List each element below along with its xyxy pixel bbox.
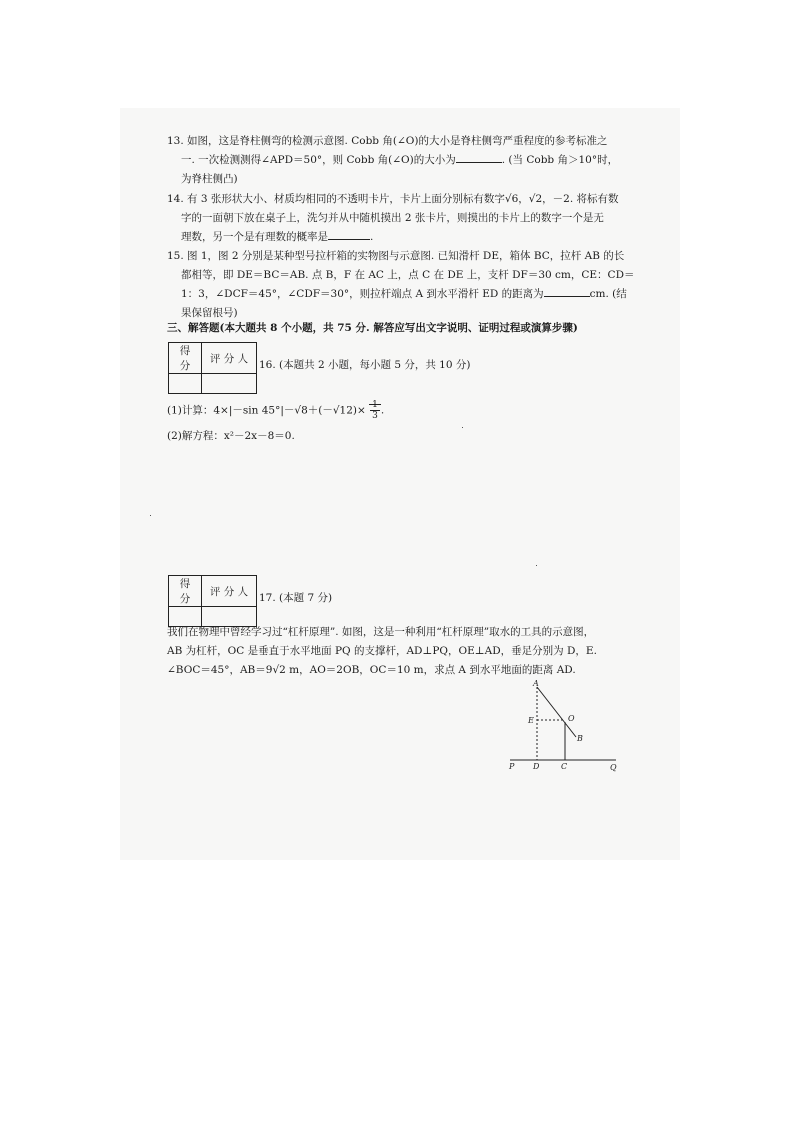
- label-o: O: [568, 714, 575, 723]
- q15-line3b: cm. (结: [589, 288, 627, 300]
- q17-heading: 17. (本题 7 分): [259, 592, 333, 604]
- label-q: Q: [610, 763, 617, 772]
- answer-blank: [456, 151, 502, 163]
- section-heading: 三、解答题(本大题共 8 个小题，共 75 分. 解答应写出文字说明、证明过程或演算步骤): [167, 322, 578, 334]
- question-14: [167, 190, 637, 247]
- q13-line3: 为脊柱侧凸): [181, 173, 238, 185]
- label-e: E: [528, 716, 534, 725]
- q15-line2: 都相等，即 DE＝BC＝AB. 点 B，F 在 AC 上，点 C 在 DE 上，支杆 DF＝30 cm，CE：CD＝: [181, 269, 635, 281]
- grader-header: 评 分 人: [202, 343, 257, 374]
- label-p: P: [509, 762, 515, 771]
- grader-header: 评 分 人: [202, 576, 257, 607]
- question-15: [167, 247, 637, 323]
- lever-diagram: [500, 676, 630, 776]
- label-d: D: [533, 762, 540, 771]
- score-table: [168, 575, 257, 627]
- q15-line1: 15. 图 1，图 2 分别是某种型号拉杆箱的实物图与示意图. 已知滑杆 DE，箱体 BC，拉杆 AB 的长: [167, 250, 625, 262]
- score-cell: [169, 374, 202, 394]
- q17-line1: 我们在物理中曾经学习过“杠杆原理”. 如图，这是一种利用“杠杆原理”取水的工具的示意图，: [167, 626, 595, 638]
- score-header: 得 分: [169, 576, 202, 607]
- q16-part2: (2)解方程：x²－2x－8＝0.: [167, 430, 295, 442]
- label-c: C: [561, 762, 568, 771]
- q15-line4: 果保留根号): [181, 307, 238, 319]
- q14-line3a: 理数，另一个是有理数的概率是: [181, 231, 328, 243]
- fraction: $\frac{1}{3}$: [372, 400, 378, 421]
- question-13: [167, 132, 637, 189]
- q16-part1: (1)计算：4×|－sin 45°|－√8＋(－√12)× $\frac{1}{3}$ .: [167, 400, 385, 421]
- q13-line1: 13. 如图，这是脊柱侧弯的检测示意图. Cobb 角(∠O)的大小是脊柱侧弯严重程度的参考标准之: [167, 135, 608, 147]
- q13-line2a: 一. 一次检测测得∠APD＝50°，则 Cobb 角(∠O)的大小为: [181, 154, 456, 166]
- q17-line2: AB 为杠杆，OC 是垂直于水平地面 PQ 的支撑杆，AD⊥PQ，OE⊥AD，垂足分别为 D，E.: [167, 645, 597, 657]
- q16-heading: 16. (本题共 2 小题，每小题 5 分，共 10 分): [259, 359, 471, 371]
- score-header: 得 分: [169, 343, 202, 374]
- scan-speck: [150, 515, 151, 516]
- question-17: [167, 623, 637, 680]
- q14-line2: 字的一面朝下放在桌子上，洗匀并从中随机摸出 2 张卡片，则摸出的卡片上的数字一个是无: [181, 212, 604, 224]
- grader-cell: [202, 374, 257, 394]
- label-b: B: [577, 734, 583, 743]
- score-table: [168, 342, 257, 394]
- answer-blank: [544, 285, 590, 297]
- q13-line2b: . (当 Cobb 角＞10°时，: [501, 154, 619, 166]
- scan-speck: [536, 565, 537, 566]
- lever-ab: [537, 687, 576, 737]
- q17-line3: ∠BOC＝45°，AB＝9√2 m，AO＝2OB，OC＝10 m，求点 A 到水平地面的距离 AD.: [167, 664, 576, 676]
- q15-line3a: 1：3，∠DCF＝45°，∠CDF＝30°，则拉杆端点 A 到水平滑杆 ED 的距离为: [181, 288, 544, 300]
- q14-line1: 14. 有 3 张形状大小、材质均相同的不透明卡片，卡片上面分别标有数字√6，√2，－2. 将标有数: [167, 193, 619, 205]
- answer-blank: [328, 228, 370, 240]
- scan-speck: [462, 427, 463, 428]
- label-a: A: [533, 679, 539, 688]
- q14-line3b: .: [370, 231, 374, 243]
